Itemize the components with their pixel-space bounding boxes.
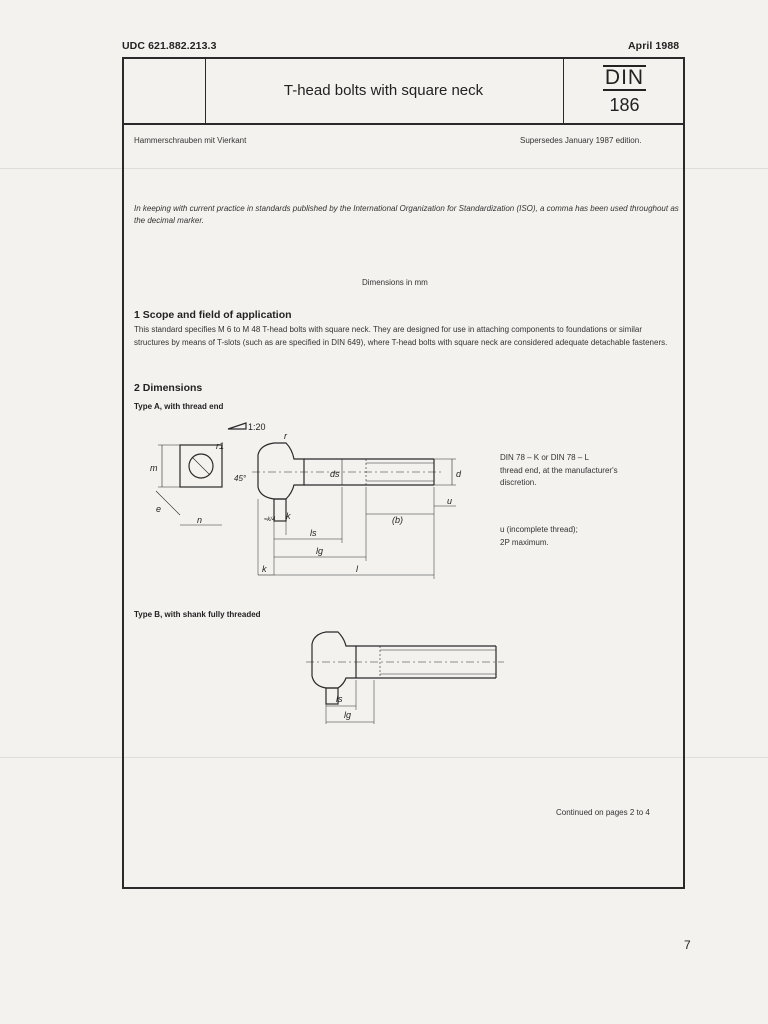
section-1-heading: 1 Scope and field of application <box>134 309 292 321</box>
din-number: 186 <box>609 94 640 115</box>
incomplete-thread-note <box>500 524 670 549</box>
dim-e: e <box>156 504 162 514</box>
dim-m: m <box>150 463 158 473</box>
dim-n: n <box>197 515 203 525</box>
dim-approx: ≈k/4 <box>264 517 276 523</box>
iso-note: In keeping with current practice in standards published by the International Organization for Standardization (ISO), a comma has been used throughout as the decimal marker. <box>134 204 679 225</box>
page-number: 7 <box>684 938 691 952</box>
bolt-head-profile <box>258 443 304 499</box>
type-b-drawing <box>300 622 510 726</box>
issue-date: April 1988 <box>628 40 680 52</box>
dim-r1: r1 <box>216 441 225 451</box>
square-neck <box>274 499 286 521</box>
bolt-head-profile <box>312 632 356 688</box>
thread-end-note-line-2: thread end, at the manufacturer's <box>500 465 618 475</box>
incomplete-thread-note-line-2: 2P maximum. <box>500 537 549 547</box>
dim-u: u <box>447 496 453 506</box>
german-title: Hammerschrauben mit Vierkant <box>134 136 247 145</box>
dim-lg: lg <box>316 546 324 556</box>
dim-angle: 45° <box>234 474 247 483</box>
thread-end-note-line-1: DIN 78 – K or DIN 78 – L <box>500 453 589 462</box>
dim-ds: ds <box>330 469 340 479</box>
incomplete-thread-note-line-1: u (incomplete thread); <box>500 525 578 534</box>
dim-ls: ls <box>336 694 343 704</box>
udc-code: UDC 621.882.213.3 <box>122 40 217 52</box>
dim-k2: k <box>262 564 267 574</box>
section-1-text: This standard specifies M 6 to M 48 T-head bolts with square neck. They are designed for use in attaching components to foundations or similar structures by means of T-slots (such as are specified in DIN 649), where T-head bolts with square neck are considered adequate detachable fasteners. <box>134 325 668 347</box>
dim-ls: ls <box>310 528 317 538</box>
type-b-caption: Type B, with shank fully threaded <box>134 610 261 619</box>
din-box <box>564 57 685 123</box>
dim-b: (b) <box>392 515 403 525</box>
continued-note: Continued on pages 2 to 4 <box>556 808 650 817</box>
dim-d: d <box>456 469 462 479</box>
taper-symbol-icon <box>228 423 246 429</box>
document-title: T-head bolts with square neck <box>283 81 484 99</box>
dim-l: l <box>356 564 358 574</box>
dim-r: r <box>284 431 287 441</box>
dim-k: k <box>286 511 291 521</box>
type-a-drawing <box>134 415 474 585</box>
section-2-heading: 2 Dimensions <box>134 382 203 394</box>
thread-end-note-line-3: discretion. <box>500 478 537 487</box>
din-logo: DIN <box>604 65 645 89</box>
dim-lg: lg <box>344 710 352 720</box>
taper-label: 1:20 <box>248 422 266 432</box>
supersedes-note: Supersedes January 1987 edition. <box>520 136 642 145</box>
type-a-caption: Type A, with thread end <box>134 402 224 411</box>
thread-end-note <box>500 452 670 490</box>
dimensions-note: Dimensions in mm <box>362 278 428 287</box>
